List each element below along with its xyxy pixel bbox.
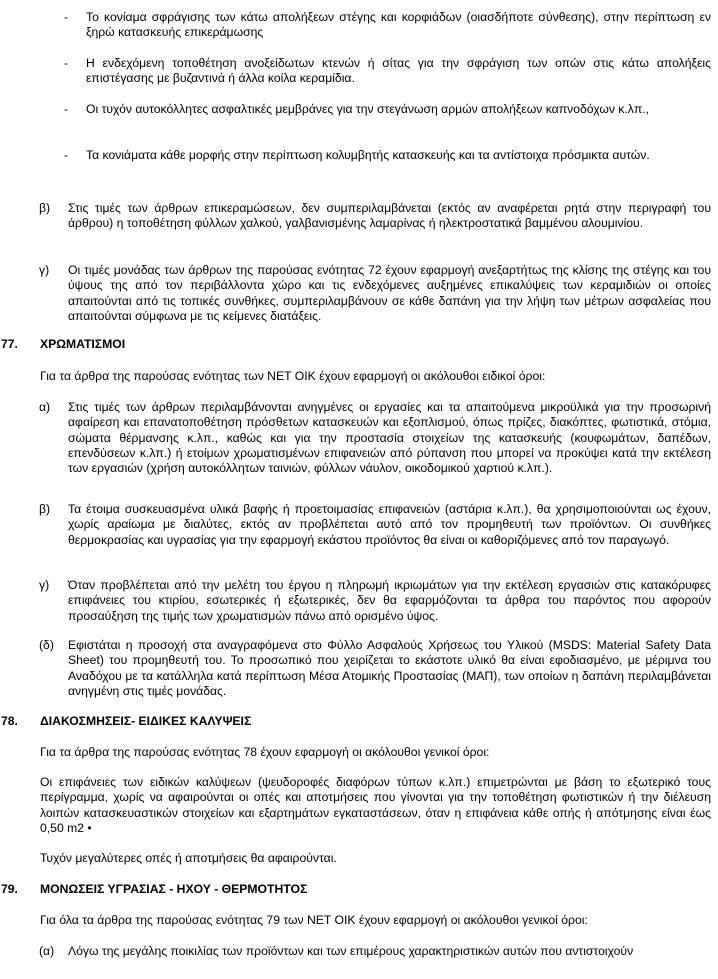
item-text: Εφιστάται η προσοχή στα αναγραφόμενα στο Φύλλο Ασφαλούς Χρήσεως του Υλικού (MSDS: Material Safety Data Sheet) του προμηθευτή του. Το προσωπικό που χειρίζεται το εκάστοτε υλικό θα είναι εφοδιασμένο, με μέριμνα του Αναδόχου με τα κατάλληλα κατά περίπτωση Μέσα Ατομικής Προστασίας (ΜΑΠ), των οποίων η δαπάνη περιλαμβάνεται ανηγμένη στις τιμές μονάδας. bbox=[68, 638, 711, 698]
item-text: Στις τιμές των άρθρων περιλαμβάνονται ανηγμένες οι εργασίες και τα απαιτούμενα μικροϋλικά για την προσωρινή αφαίρεση και επανατοποθέτηση πρόσθετων κατασκευών και εξοπλισμού, όπως πρίζες, διακόπτες, φωτιστικά, στόμια, σώματα θέρμανσης κ.λπ., καθώς και για την προστασία στοιχείων της κατασκευής (κουφωμάτων, δαπέδων, επενδύσεων κ.λπ.) ή ετοίμων χρωματισμένων επιφανειών από ρύπανση που μπορεί να προκύψει κατά την εκτέλεση των εργασιών (χρήση αυτοκόλλητων ταινιών, φύλλων νάυλον, οικοδομικού χαρτιού κ.λπ.). bbox=[68, 400, 711, 476]
dash-marker: - bbox=[64, 56, 69, 70]
dash-marker: - bbox=[64, 148, 69, 162]
item-text: Τα έτοιμα συσκευασμένα υλικά βαφής ή προετοιμασίας επιφανειών (αστάρια κ.λπ.), θα χρησιμοποιούνται ως έχουν, χωρίς αραίωμα με διαλύτες, εκτός αν προβλέπεται αυτό από τον προμηθευτή των προϊόντων. Οι συνθήκες θερμοκρασίας και υγρασίας για την εφαρμογή εκάστου προϊόντος θα είναι οι καθοριζόμενες από τον παραγωγό. bbox=[68, 502, 711, 547]
item-marker: γ) bbox=[39, 263, 50, 277]
item-marker: β) bbox=[39, 201, 51, 215]
item-text: Στις τιμές των άρθρων επικεραμώσεων, δεν συμπεριλαμβάνεται (εκτός αν αναφέρεται ρητά στην περιγραφή του άρθρου) η τοποθέτηση φύλλων χαλκού, γαλβανισμένης λαμαρίνας ή ηλεκτροστατικά βαμμένου αλουμινίου. bbox=[68, 201, 711, 231]
dash-item-text: Οι τυχόν αυτοκόλλητες ασφαλτικές μεμβράνες για την στεγάνωση αρμών απολήξεων καπνοδόχων κ.λπ., bbox=[86, 102, 650, 116]
item-marker: α) bbox=[39, 400, 51, 414]
dash-marker: - bbox=[64, 102, 69, 116]
section-number: 77. bbox=[1, 337, 18, 351]
dash-item-text: Τα κονιάματα κάθε μορφής στην περίπτωση κολυμβητής κατασκευής και τα αντίστοιχα πρόσμικτα αυτών. bbox=[86, 148, 650, 162]
section-intro: Για τα άρθρα της παρούσας ενότητας 78 έχουν εφαρμογή οι ακόλουθοι γενικοί όροι: bbox=[40, 745, 490, 759]
dash-item-text: Το κονίαμα σφράγισης των κάτω απολήξεων στέγης και κορφιάδων (οιασδήποτε σύνθεσης), στην περίπτωση εν ξηρώ κατασκευής επικεράμωσης bbox=[86, 10, 711, 40]
section-note: Τυχόν μεγαλύτερες οπές ή αποτμήσεις θα αφαιρούνται. bbox=[40, 851, 337, 865]
section-paragraph: Οι επιφάνειες των ειδικών καλύψεων (ψευδοροφές διαφόρων τύπων κ.λπ.) επιμετρώνται με βάση το εξωτερικό τους περίγραμμα, χωρίς να αφαιρούνται οι οπές και αποτμήσεις που γίνονται για την τοποθέτηση φωτιστικών ή την διέλευση λοιπών κατασκευαστικών στοιχείων και εξαρτημάτων εγκαταστάσεων, όταν η επιφάνεια κάθε οπής ή απότμησης είναι έως 0,50 m2 • bbox=[40, 775, 711, 835]
item-marker: γ) bbox=[39, 578, 50, 592]
item-text: Λόγω της μεγάλης ποικιλίας των προϊόντων και των επιμέρους χαρακτηριστικών αυτών που αντιστοιχούν bbox=[68, 944, 634, 958]
section-title: ΔΙΑΚΟΣΜΗΣΕΙΣ- ΕΙΔΙΚΕΣ ΚΑΛΥΨΕΙΣ bbox=[40, 714, 252, 728]
section-intro: Για τα άρθρα της παρούσας ενότητας των ΝΕΤ ΟΙΚ έχουν εφαρμογή οι ακόλουθοι ειδικοί όροι: bbox=[40, 369, 546, 383]
section-title: ΧΡΩΜΑΤΙΣΜΟΙ bbox=[40, 337, 126, 351]
section-number: 79. bbox=[1, 882, 18, 896]
dash-item-text: Η ενδεχόμενη τοποθέτηση ανοξείδωτων κτενών ή σίτας για την σφράγιση των οπών στις κάτω απολήξεις επιστέγασης με βυζαντινά ή άλλα κοίλα κεραμίδια. bbox=[86, 56, 711, 86]
item-text: Οι τιμές μονάδας των άρθρων της παρούσας ενότητας 72 έχουν εφαρμογή ανεξαρτήτως της κλίσης της στέγης και του ύψους της από τον περιβάλλοντα χώρο και τις ενδεχόμενες αυξημένες επικαλύψεις των κεραμιδιών οι οποίες απαιτούνται από τις τοπικές συνθήκες, συμπεριλαμβάνουν σε κάθε δαπάνη για την λήψη των μέτρων ασφαλείας που απαιτούνται σύμφωνα με τις κείμενες διατάξεις. bbox=[68, 263, 711, 323]
item-marker: β) bbox=[39, 502, 51, 516]
section-number: 78. bbox=[1, 714, 18, 728]
item-marker: (α) bbox=[39, 944, 55, 958]
section-title: ΜΟΝΩΣΕΙΣ ΥΓΡΑΣΙΑΣ - ΗΧΟΥ - ΘΕΡΜΟΤΗΤΟΣ bbox=[40, 882, 308, 896]
item-text: Όταν προβλέπεται από την μελέτη του έργου η πληρωμή ικριωμάτων για την εκτέλεση εργασιών στις κατακόρυφες επιφάνειες του κτιρίου, εσωτερικές ή εξωτερικές, δεν θα εφαρμόζονται τα άρθρα του παρόντος που αφορούν προσαύξηση της τιμής των χρωματισμών πάνω από ορισμένο ύψος. bbox=[68, 578, 711, 623]
dash-marker: - bbox=[64, 10, 69, 24]
section-intro: Για όλα τα άρθρα της παρούσας ενότητας 79 των ΝΕΤ ΟΙΚ έχουν εφαρμογή οι ακόλουθοι γενικοί όροι: bbox=[40, 913, 588, 927]
item-marker: (δ) bbox=[39, 638, 54, 652]
